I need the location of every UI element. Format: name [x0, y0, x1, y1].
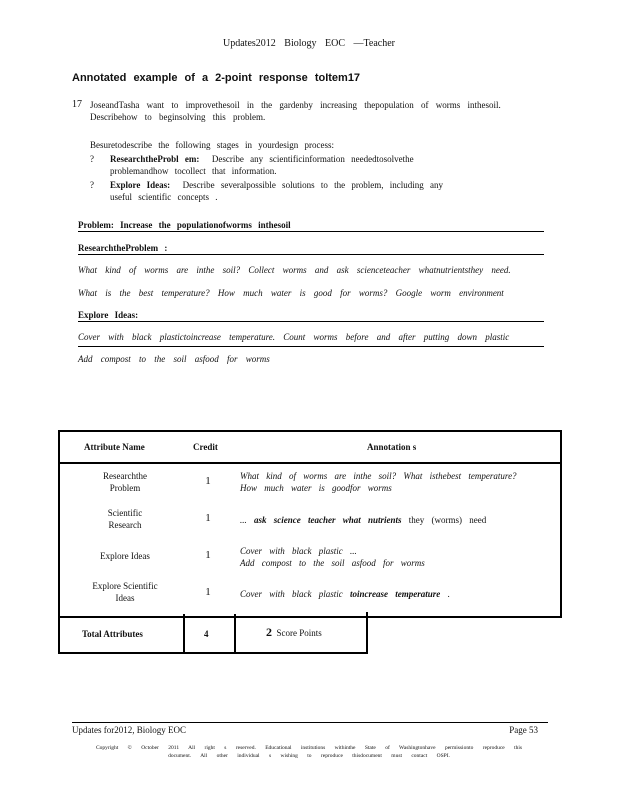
rubric-row-annotation	[240, 514, 550, 526]
copyright-line: document. All other individual s wishing to reproduce thisdocument must contact OSPI.	[168, 753, 450, 759]
question-number: 17	[72, 99, 82, 110]
rubric-row-annotation	[240, 588, 550, 600]
rubric-annotation-line: How much water is goodfor worms	[240, 483, 392, 493]
rubric-score-value: 2	[266, 625, 272, 639]
rubric-annotation-line: Add compost to the soil asfood for worms	[240, 558, 425, 568]
rubric-row-credit: 1	[205, 475, 211, 487]
question-text: JoseandTasha want to improvethesoil in the gardenby increasing thepopulation of worms inthesoil. Describehow to beginsolving this problem.	[90, 100, 501, 122]
bullet-research	[90, 153, 530, 177]
rubric-row-credit: 1	[205, 586, 211, 598]
research-answer-line1: What kind of worms are inthe soil? Collect worms and ask scienceteacher whatnutrientsthey need.	[78, 265, 511, 275]
page-footer	[72, 722, 548, 735]
bullet-explore	[90, 179, 530, 203]
rubric-divider	[234, 614, 236, 652]
rubric-row-name-line: Ideas	[115, 593, 135, 603]
rubric-header-annotation: Annotation s	[367, 442, 417, 452]
rubric-annotation-line: Cover with black plastic ...	[240, 546, 357, 556]
rubric-row-name	[70, 507, 180, 531]
bullet-marker: ?	[90, 154, 94, 164]
rubric-header-attribute: Attribute Name	[84, 442, 145, 452]
bullet-text-cont: problemandhow tocollect that information.	[110, 166, 277, 176]
rubric-row-name-line: Research	[108, 520, 142, 530]
rubric-annotation-line: What kind of worms are inthe soil? What isthebest temperature?	[240, 471, 517, 481]
instructions-lead: Besuretodescribe the following stages in yourdesign process:	[90, 140, 334, 150]
rubric-annotation-text: .	[440, 589, 450, 599]
rubric-annotation-highlight: toincrease temperature	[350, 589, 441, 599]
bullet-label: Explore Ideas:	[110, 180, 171, 190]
bullet-text: Describe any scientificinformation neededtosolvethe	[211, 154, 414, 164]
problem-heading: Problem: Increase the populationofworms inthesoil	[78, 220, 544, 232]
page-number: Page 53	[509, 725, 538, 735]
explore-answer-line2: Add compost to the soil asfood for worms	[78, 354, 270, 364]
research-answer-line2: What is the best temperature? How much water is good for worms? Google worm environment	[78, 288, 504, 298]
rubric-divider	[183, 614, 185, 652]
rubric-total-label: Total Attributes	[82, 629, 143, 639]
rubric-header-credit: Credit	[193, 442, 218, 452]
rubric-row-name-line: Researchthe	[103, 471, 147, 481]
rubric-annotation-highlight: ask science teacher what nutrients	[254, 515, 402, 525]
footer-left: Updates for2012, Biology EOC	[72, 725, 186, 735]
rubric-score	[266, 626, 322, 639]
bullet-marker: ?	[90, 180, 94, 190]
answer-rule	[78, 346, 544, 347]
copyright-notice	[86, 744, 532, 760]
rubric-header-rule	[58, 462, 562, 464]
rubric-annotation-text: Cover with black plastic	[240, 589, 350, 599]
bullet-label: ResearchtheProbl em:	[110, 154, 200, 164]
copyright-line: Copyright © October 2011 All right s reserved. Educational institutions withinthe State of Washingtonhave permissionto reproduce this	[95, 745, 523, 751]
bullet-text-cont: useful scientific concepts .	[110, 192, 218, 202]
page-title: Annotated example of a 2-point response toItem17	[72, 72, 361, 84]
rubric-row-name-line: Problem	[109, 483, 141, 493]
rubric-row-annotation	[240, 545, 550, 569]
bullet-text: Describe severalpossible solutions to the problem, including any	[182, 180, 444, 190]
rubric-row-name	[70, 470, 180, 494]
rubric-annotation-text: they (worms) need	[401, 515, 487, 525]
explore-answer-line1: Cover with black plastictoincrease temperature. Count worms before and after putting down plastic	[78, 332, 510, 342]
rubric-row-name	[70, 550, 180, 562]
rubric-row-name-line: Explore Scientific	[92, 581, 158, 591]
research-heading: ResearchtheProblem :	[78, 243, 544, 255]
rubric-annotation-text: ...	[240, 515, 254, 525]
rubric-total-value: 4	[204, 629, 209, 639]
rubric-row-name	[70, 580, 180, 604]
rubric-row-credit: 1	[205, 549, 211, 561]
running-header: Updates2012 Biology EOC —Teacher	[223, 38, 395, 49]
rubric-row-annotation	[240, 470, 550, 494]
rubric-row-credit: 1	[205, 512, 211, 524]
rubric-score-label: Score Points	[276, 628, 322, 638]
rubric-row-name-line: Explore Ideas	[100, 551, 150, 561]
rubric-row-name-line: Scientific	[107, 508, 143, 518]
explore-heading: Explore Ideas:	[78, 310, 544, 322]
